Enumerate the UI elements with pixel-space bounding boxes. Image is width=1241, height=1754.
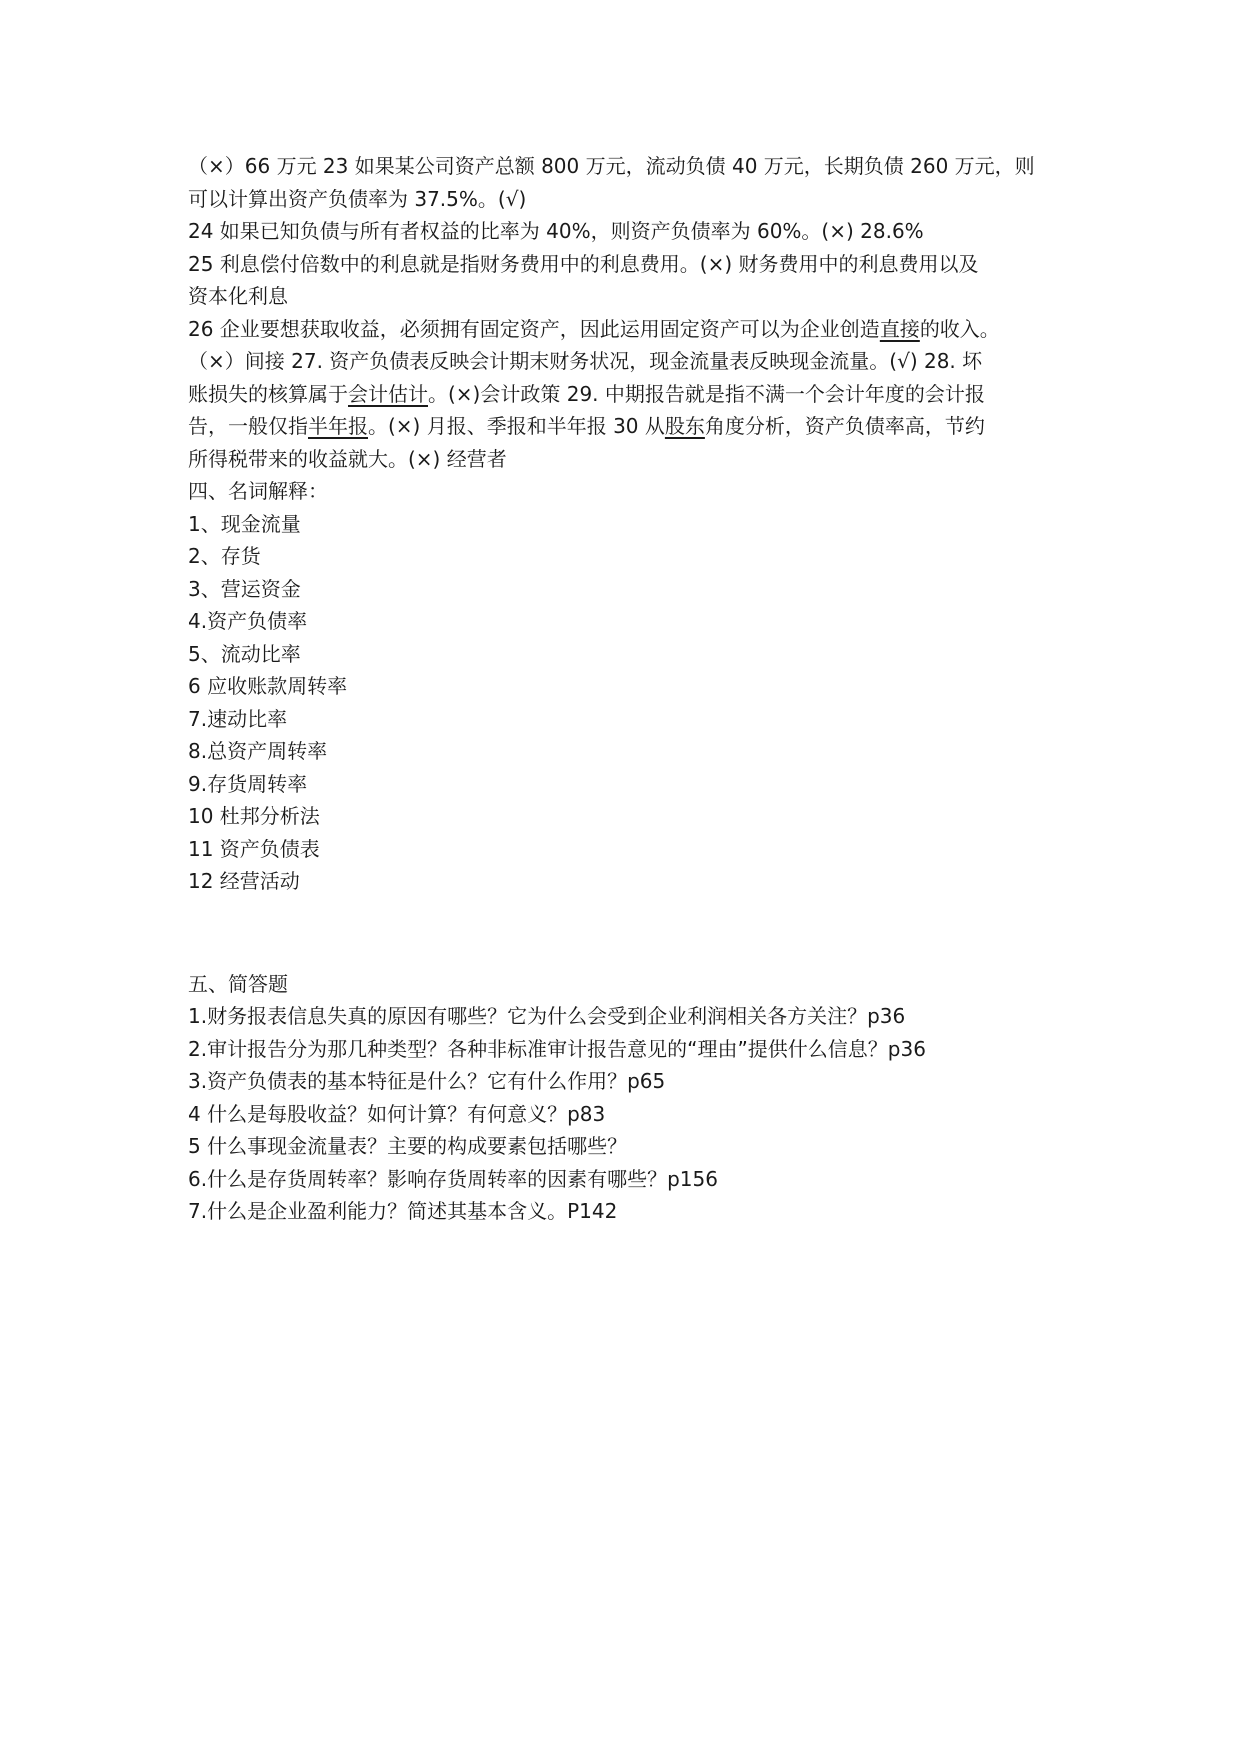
judgement-section <box>188 150 1088 475</box>
short-answer-heading: 五、简答题 <box>188 971 288 996</box>
text-segment: 账损失的核算属于 <box>188 381 348 406</box>
term-item: 6 应收账款周转率 <box>188 674 348 698</box>
judgement-line <box>188 345 1088 378</box>
section-gap <box>188 898 1088 968</box>
term-item: 12 经营活动 <box>188 869 300 893</box>
question-item: 4 什么是每股收益？如何计算？有何意义？p83 <box>188 1101 606 1126</box>
term-item: 5、流动比率 <box>188 641 301 666</box>
text-segment: （×）间接 27. 资产负债表反映会计期末财务状况，现金流量表反映现金流量。(√) 28. 坏 <box>188 349 983 373</box>
judgement-line <box>188 183 1088 216</box>
judgement-line <box>188 150 1088 183</box>
judgement-line <box>188 215 1088 248</box>
text-segment: 。(×) 月报、季报和半年报 30 从 <box>368 414 665 438</box>
text-segment: 可以计算出资产负债率为 37.5%。(√) <box>188 186 527 211</box>
term-item: 9.存货周转率 <box>188 771 308 796</box>
text-segment: 26 企业要想获取收益，必须拥有固定资产，因此运用固定资产可以为企业创造 <box>188 316 880 341</box>
underlined-term: 直接 <box>879 316 920 341</box>
term-item: 1、现金流量 <box>188 511 301 536</box>
underlined-term: 股东 <box>664 414 705 438</box>
text-segment: 角度分析，资产负债率高，节约 <box>704 414 985 438</box>
term-item: 7.速动比率 <box>188 706 288 731</box>
underlined-term: 会计估计 <box>348 381 428 406</box>
short-answer-list <box>188 1000 1088 1228</box>
term-item: 4.资产负债率 <box>188 609 308 633</box>
question-item: 1.财务报表信息失真的原因有哪些？它为什么会受到企业利润相关各方关注？p36 <box>188 1004 906 1028</box>
text-segment: （×）66 万元 23 如果某公司资产总额 800 万元，流动负债 40 万元，长期负债 260 万元，则 <box>188 154 1035 178</box>
question-item: 3.资产负债表的基本特征是什么？它有什么作用？p65 <box>188 1069 666 1093</box>
text-segment: 24 如果已知负债与所有者权益的比率为 40%，则资产负债率为 60%。(×) 28.6% <box>188 219 924 243</box>
judgement-line <box>188 248 1088 281</box>
text-segment: 25 利息偿付倍数中的利息就是指财务费用中的利息费用。(×) 财务费用中的利息费用以及 <box>188 251 979 276</box>
terms-heading: 四、名词解释： <box>188 479 328 503</box>
term-item: 8.总资产周转率 <box>188 739 328 763</box>
judgement-line <box>188 410 1088 443</box>
question-item: 2.审计报告分为那几种类型？各种非标准审计报告意见的“理由”提供什么信息？p36 <box>188 1036 926 1061</box>
document-page <box>188 150 1088 1228</box>
term-item: 10 杜邦分析法 <box>188 804 320 828</box>
judgement-line <box>188 280 1088 313</box>
term-item: 3、营运资金 <box>188 576 301 601</box>
text-segment: 所得税带来的收益就大。(×) 经营者 <box>188 446 507 471</box>
judgement-line <box>188 313 1088 346</box>
underlined-term: 半年报 <box>308 414 368 438</box>
text-segment: 告，一般仅指 <box>188 414 308 438</box>
judgement-line <box>188 378 1088 411</box>
term-item: 11 资产负债表 <box>188 836 320 861</box>
judgement-line <box>188 443 1088 476</box>
question-item: 5 什么事现金流量表？主要的构成要素包括哪些？ <box>188 1134 628 1158</box>
question-item: 7.什么是企业盈利能力？简述其基本含义。P142 <box>188 1199 618 1223</box>
question-item: 6.什么是存货周转率？影响存货周转率的因素有哪些？p156 <box>188 1166 718 1191</box>
text-segment: 。(×)会计政策 29. 中期报告就是指不满一个会计年度的会计报 <box>428 381 985 406</box>
term-item: 2、存货 <box>188 544 261 568</box>
text-segment: 的收入。 <box>919 316 1000 341</box>
terms-list <box>188 508 1088 898</box>
text-segment: 资本化利息 <box>188 284 288 308</box>
